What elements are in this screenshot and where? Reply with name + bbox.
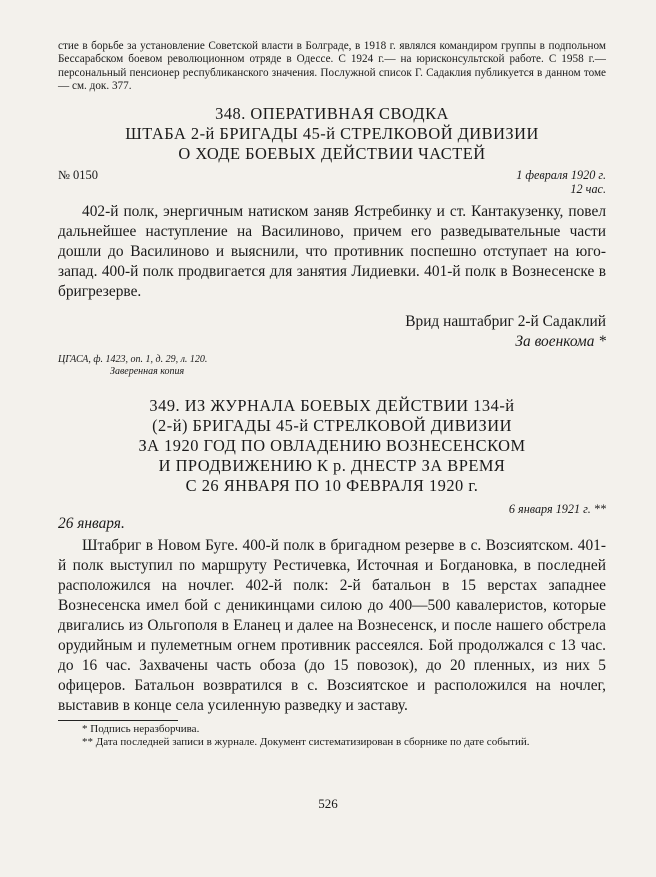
- doc349-title-line: И ПРОДВИЖЕНИЮ К р. ДНЕСТР ЗА ВРЕМЯ: [158, 455, 506, 475]
- doc348-title-line: О ХОДЕ БОЕВЫХ ДЕЙСТВИИ ЧАСТЕЙ: [178, 143, 486, 163]
- doc348-body: 402-й полк, энергичным натиском заняв Ястребинку и ст. Кантакузенку, повел дальнейшее наступление на Василиново, причем его разведывательные части дошли до Василиново и выяснили, что противник поспешно отступает на юго-запад. 400-й полк продвигается для занятия Лидиевки. 401-й полк в Вознесенске в бригрезерве.: [58, 202, 606, 300]
- doc348-title-line: 348. ОПЕРАТИВНАЯ СВОДКА: [215, 103, 449, 123]
- footnotes: [58, 723, 606, 750]
- doc348-archive-ref: [58, 354, 606, 378]
- doc348-meta-row: [58, 168, 606, 196]
- doc349-title: [58, 396, 606, 496]
- doc349-body: Штабриг в Новом Буге. 400-й полк в бригадном резерве в с. Возсиятском. 401-й полк выступил по маршруту Рестичевка, Источная и Богдановка, в последней расположился на ночлег. 402-й полк: 2-й батальон в 15 верстах западнее Вознесенска имел бой с деникинцами силою до 400—500 кавалеристов, которые двигались из Ольгополя в Еланец и далее на Вознесенск, и после нашего обстрела орудийным и пулеметным огнем противник рассеялся. Бой продолжался с 13 час. до 16 час. Захвачены часть обоза (до 15 повозок), до 20 пленных, из них 5 офицеров. Батальон возвратился в с. Возсиятское и расположился на ночлег, выставив в конце села усиленную разведку и заставу.: [58, 536, 606, 714]
- doc349-title-line: С 26 ЯНВАРЯ ПО 10 ФЕВРАЛЯ 1920 г.: [185, 475, 479, 495]
- footnote-2: ** Дата последней записи в журнале. Документ систематизирован в сборнике по дате событий.: [82, 736, 530, 749]
- doc348-date-block: [516, 168, 606, 196]
- doc349-title-line: 349. ИЗ ЖУРНАЛА БОЕВЫХ ДЕЙСТВИИ 134-й: [149, 395, 515, 415]
- footnote-1: * Подпись неразборчива.: [82, 722, 200, 735]
- footnote-divider: [58, 720, 178, 721]
- doc349-title-line: ЗА 1920 ГОД ПО ОВЛАДЕНИЮ ВОЗНЕСЕНСКОМ: [138, 435, 526, 455]
- doc348-signature-line1: Врид наштабриг 2-й Садаклий: [405, 312, 606, 330]
- intro-paragraph: стие в борьбе за установление Советской власти в Болграде, в 1918 г. являлся командиром группы в подпольном Бессарабском боевом революционном отряде в Одессе. С 1924 г.— на юрисконсультской работе. С 1958 г.— персональный пенсионер республиканского значения. Послужной список Г. Садаклия публикуется в данном томе — см. док. 377.: [58, 40, 606, 93]
- doc348-title-line: ШТАБА 2-й БРИГАДЫ 45-й СТРЕЛКОВОЙ ДИВИЗИИ: [125, 123, 539, 143]
- page-number: 526: [318, 796, 338, 811]
- doc349-date: 6 января 1921 г. **: [508, 501, 606, 516]
- doc349-title-line: (2-й) БРИГАДЫ 45-й СТРЕЛКОВОЙ ДИВИЗИИ: [152, 415, 512, 435]
- doc349-entry-date: 26 января.: [58, 514, 125, 532]
- doc348-archive: ЦГАСА, ф. 1423, оп. 1, д. 29, л. 120.: [58, 353, 208, 365]
- doc348-title: [58, 104, 606, 164]
- doc348-time: 12 час.: [570, 181, 606, 196]
- document-page: [58, 40, 606, 750]
- doc348-signature: [58, 312, 606, 352]
- doc348-archive-note: Заверенная копия: [110, 365, 185, 377]
- doc348-date: 1 февраля 1920 г.: [516, 167, 606, 182]
- doc348-number: № 0150: [58, 167, 99, 182]
- doc348-signature-line2: За военкома *: [515, 332, 606, 350]
